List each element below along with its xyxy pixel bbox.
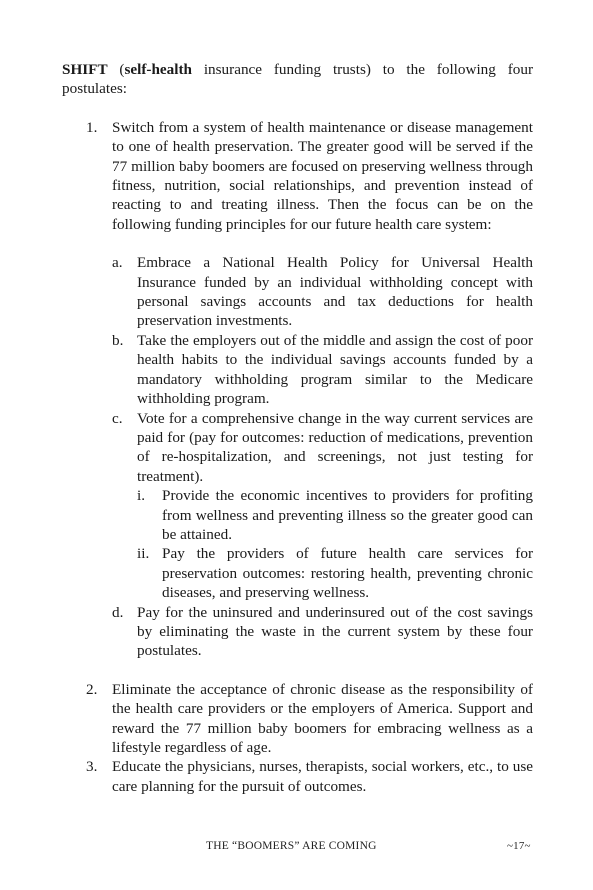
item-text: Eliminate the acceptance of chronic disease as the responsibility of the health care providers or the employers of America. Support and reward the 77 million baby boomers for embracing wellness as a lifestyle regardless of age. — [112, 680, 533, 756]
roman-item-ii — [137, 544, 533, 602]
sub-text: Vote for a comprehensive change in the way current services are paid for (pay for outcomes: reduction of medications, prevention of re-hospitalization, and screenings, not just testing for treatment). — [137, 409, 533, 485]
intro-rest: insurance funding trusts) to the following four postulates: — [62, 61, 533, 98]
sub-list — [112, 253, 533, 661]
sub-item-c — [112, 409, 533, 603]
sub-text: Embrace a National Health Policy for Universal Health Insurance funded by an individual withholding concept with personal savings accounts and tax deductions for health preservation investments. — [137, 254, 533, 330]
sub-item-d — [112, 603, 533, 661]
item-number: 1. — [86, 118, 98, 136]
shift-term: SHIFT — [62, 61, 108, 78]
self-health-term: self-health — [124, 61, 192, 78]
item-text: Switch from a system of health maintenance or disease management to one of health preservation. The greater good will be served if the 77 million baby boomers are focused on preserving wellness through fitness, nutrition, social relationships, and prevention instead of reacting to and treating illness. Then the focus can be on the following funding principles for our future health care system: — [112, 118, 533, 233]
intro-paren: ( — [107, 61, 125, 78]
roman-text: Pay the providers of future health care services for preservation outcomes: restoring health, preventing chronic diseases, and preserving wellness. — [162, 545, 533, 602]
intro-paragraph — [62, 60, 533, 99]
sub-letter: d. — [112, 603, 124, 621]
sub-letter: c. — [112, 409, 123, 427]
page-number: ~17~ — [507, 840, 531, 852]
roman-numeral: i. — [137, 487, 146, 505]
roman-text: Provide the economic incentives to providers for profiting from wellness and preventing illness so the greater good can be attained. — [162, 487, 533, 543]
item-number: 2. — [86, 680, 98, 698]
sub-letter: b. — [112, 331, 124, 349]
sub-item-b — [112, 331, 533, 409]
page-body — [62, 60, 533, 796]
list-item-3 — [62, 757, 533, 796]
roman-item-i — [137, 486, 533, 544]
sub-text: Pay for the uninsured and underinsured out of the cost savings by eliminating the waste in the current system by these four postulates. — [137, 603, 533, 660]
item-text: Educate the physicians, nurses, therapists, social workers, etc., to use care planning for the pursuit of outcomes. — [112, 758, 533, 795]
sub-letter: a. — [112, 254, 123, 272]
running-title: THE “BOOMERS” ARE COMING — [206, 840, 377, 852]
list-item-1 — [62, 118, 533, 661]
list-item-2 — [62, 680, 533, 758]
postulates-list — [62, 118, 533, 796]
roman-numeral: ii. — [137, 545, 150, 563]
roman-list — [137, 486, 533, 602]
item-number: 3. — [86, 758, 98, 776]
sub-item-a — [112, 253, 533, 331]
sub-text: Take the employers out of the middle and assign the cost of poor health habits to the individual savings accounts funded by a mandatory withholding program similar to the Medicare withholding program. — [137, 331, 533, 408]
